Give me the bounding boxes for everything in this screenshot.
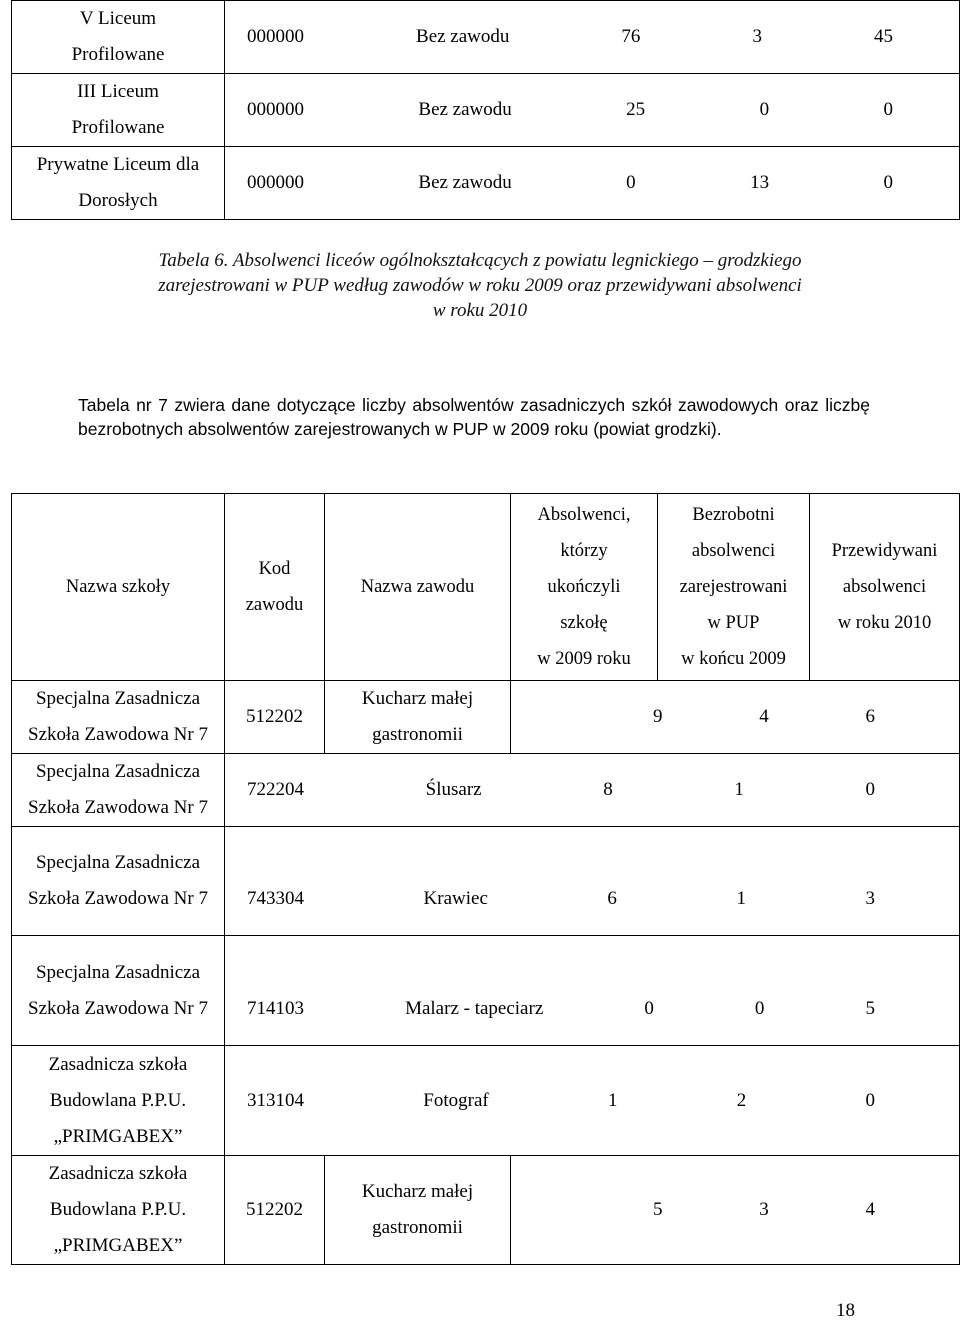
header-line: w roku 2010 bbox=[837, 613, 932, 633]
forecast-value: 0 bbox=[883, 172, 893, 193]
header-row bbox=[12, 494, 960, 681]
graduates-value: 8 bbox=[603, 779, 613, 800]
header-line: którzy bbox=[560, 541, 608, 561]
header-line: w 2009 roku bbox=[537, 649, 631, 669]
school-name-cell bbox=[12, 74, 225, 147]
row-values-cell bbox=[225, 74, 960, 147]
profession-code: 000000 bbox=[247, 172, 304, 193]
school-name-cell bbox=[12, 147, 225, 220]
header-line: Absolwenci, bbox=[537, 505, 631, 525]
header-line: ukończyli bbox=[547, 577, 621, 597]
graduates-value: 0 bbox=[626, 172, 636, 193]
school-name-line: Szkoła Zawodowa Nr 7 bbox=[28, 797, 208, 818]
unemployed-value: 13 bbox=[750, 172, 770, 193]
school-name-cell bbox=[12, 827, 225, 936]
forecast-value: 6 bbox=[865, 706, 875, 727]
profession-name: Krawiec bbox=[423, 888, 488, 909]
header-line: Bezrobotni bbox=[692, 505, 775, 525]
header-line: w końcu 2009 bbox=[681, 649, 786, 669]
unemployed-value: 4 bbox=[759, 706, 769, 727]
values-cell bbox=[511, 1156, 960, 1265]
caption-line: w roku 2010 bbox=[432, 300, 528, 321]
table-row bbox=[12, 1156, 960, 1265]
graduates-value: 0 bbox=[644, 998, 654, 1019]
values-cell bbox=[225, 827, 960, 936]
profession-line: Kucharz małej bbox=[361, 1181, 474, 1202]
table-row bbox=[12, 1, 960, 74]
school-name-line: Zasadnicza szkoła bbox=[48, 1053, 188, 1075]
table-row bbox=[12, 681, 960, 754]
profession-line: gastronomii bbox=[372, 724, 463, 745]
school-name-cell bbox=[12, 936, 225, 1046]
forecast-value: 3 bbox=[865, 888, 875, 909]
school-name-line: Profilowane bbox=[71, 117, 165, 138]
unemployed-value: 1 bbox=[734, 779, 744, 800]
school-name-line: Profilowane bbox=[71, 44, 165, 65]
caption-line: Tabela 6. Absolwenci liceów ogólnokształcących z powiatu legnickiego – grodzkiego bbox=[158, 250, 802, 271]
table-row bbox=[12, 1046, 960, 1156]
profession-code: 313104 bbox=[247, 1089, 304, 1111]
profession-name: Malarz - tapeciarz bbox=[405, 998, 544, 1019]
page-number: 18 bbox=[836, 1300, 855, 1321]
unemployed-value: 3 bbox=[759, 1199, 769, 1220]
values-cell bbox=[225, 754, 960, 827]
profession-code: 512202 bbox=[225, 1156, 325, 1265]
table-caption bbox=[40, 248, 920, 323]
school-name-line: III Liceum bbox=[77, 81, 159, 102]
profession-code: 714103 bbox=[247, 998, 304, 1019]
school-name-line: Prywatne Liceum dla bbox=[36, 154, 200, 175]
profession-code: 512202 bbox=[225, 681, 325, 754]
table-row bbox=[12, 754, 960, 827]
school-name-line: V Liceum bbox=[79, 8, 157, 29]
unemployed-value: 3 bbox=[752, 26, 762, 47]
unemployed-value: 1 bbox=[736, 888, 746, 909]
school-name-cell bbox=[12, 1156, 225, 1265]
forecast-value: 0 bbox=[865, 1089, 875, 1111]
forecast-value: 45 bbox=[873, 26, 893, 47]
row-values-cell bbox=[225, 1, 960, 74]
school-name-line: Szkoła Zawodowa Nr 7 bbox=[28, 997, 208, 1019]
school-name-cell bbox=[12, 754, 225, 827]
forecast-value: 4 bbox=[865, 1199, 875, 1220]
header-line: zarejestrowani bbox=[679, 577, 788, 597]
profession-code: 743304 bbox=[247, 888, 304, 909]
header-line: zawodu bbox=[245, 595, 304, 615]
values-cell bbox=[511, 681, 960, 754]
school-name-line: Specjalna Zasadnicza bbox=[35, 688, 201, 709]
school-name-cell bbox=[12, 1046, 225, 1156]
profession-code: 722204 bbox=[247, 779, 304, 800]
header-line: absolwenci bbox=[691, 541, 776, 561]
graduates-value: 1 bbox=[607, 1089, 618, 1111]
school-name-line: Dorosłych bbox=[78, 190, 158, 211]
values-cell bbox=[225, 1046, 960, 1156]
values-cell bbox=[225, 936, 960, 1046]
profession-name: Bez zawodu bbox=[418, 172, 512, 193]
graduates-value: 9 bbox=[653, 706, 663, 727]
profession-code: 000000 bbox=[247, 26, 304, 47]
unemployed-value: 2 bbox=[736, 1089, 747, 1111]
profession-line: Kucharz małej bbox=[361, 688, 474, 709]
school-name-line: „PRIMGABEX” bbox=[53, 1235, 183, 1256]
table-row bbox=[12, 936, 960, 1046]
school-name-line: Szkoła Zawodowa Nr 7 bbox=[28, 888, 208, 909]
profession-name bbox=[325, 681, 511, 754]
school-name-line: Specjalna Zasadnicza bbox=[35, 761, 201, 782]
header-line: Kod bbox=[258, 559, 291, 579]
school-name-cell bbox=[12, 681, 225, 754]
school-name-line: Specjalna Zasadnicza bbox=[35, 961, 201, 983]
forecast-value: 0 bbox=[883, 99, 893, 120]
graduates-value: 5 bbox=[653, 1199, 663, 1220]
school-name-cell bbox=[12, 1, 225, 74]
unemployed-value: 0 bbox=[759, 99, 770, 120]
school-name-line: „PRIMGABEX” bbox=[53, 1125, 183, 1147]
row-values-cell bbox=[225, 147, 960, 220]
school-name-line: Specjalna Zasadnicza bbox=[35, 852, 201, 873]
school-name-line: Szkoła Zawodowa Nr 7 bbox=[28, 724, 208, 745]
graduates-value: 25 bbox=[626, 99, 646, 120]
header-code bbox=[225, 494, 325, 681]
forecast-value: 5 bbox=[865, 998, 875, 1019]
intro-paragraph: Tabela nr 7 zwiera dane dotyczące liczby absolwentów zasadniczych szkół zawodowych oraz liczbę bezrobotnych absolwentów zarejestrowanych w PUP w 2009 roku (powiat grodzki). bbox=[78, 395, 870, 439]
profession-line: gastronomii bbox=[372, 1217, 463, 1238]
main-table bbox=[11, 493, 960, 1265]
profession-name: Fotograf bbox=[423, 1089, 489, 1111]
header-graduates bbox=[511, 494, 658, 681]
table-row bbox=[12, 147, 960, 220]
school-name-line: Zasadnicza szkoła bbox=[48, 1163, 188, 1184]
profession-name: Bez zawodu bbox=[418, 99, 512, 120]
graduates-value: 6 bbox=[607, 888, 617, 909]
forecast-value: 0 bbox=[865, 779, 875, 800]
header-line: w PUP bbox=[707, 613, 760, 633]
table-row bbox=[12, 827, 960, 936]
header-line: Przewidywani bbox=[831, 541, 938, 561]
top-table bbox=[11, 0, 960, 220]
unemployed-value: 0 bbox=[754, 998, 765, 1019]
school-name-line: Budowlana P.P.U. bbox=[49, 1089, 187, 1111]
profession-name: Ślusarz bbox=[425, 779, 482, 800]
header-profession: Nazwa zawodu bbox=[325, 494, 511, 681]
profession-name: Bez zawodu bbox=[416, 26, 510, 47]
school-name-line: Budowlana P.P.U. bbox=[49, 1199, 187, 1220]
header-line: szkołę bbox=[560, 613, 608, 633]
header-unemployed bbox=[658, 494, 810, 681]
profession-code: 000000 bbox=[247, 99, 304, 120]
profession-name bbox=[325, 1156, 511, 1265]
header-line: absolwenci bbox=[842, 577, 927, 597]
graduates-value: 76 bbox=[621, 26, 641, 47]
table-row bbox=[12, 74, 960, 147]
header-school: Nazwa szkoły bbox=[12, 494, 225, 681]
caption-line: zarejestrowani w PUP według zawodów w roku 2009 oraz przewidywani absolwenci bbox=[158, 275, 802, 296]
header-forecast bbox=[810, 494, 960, 681]
